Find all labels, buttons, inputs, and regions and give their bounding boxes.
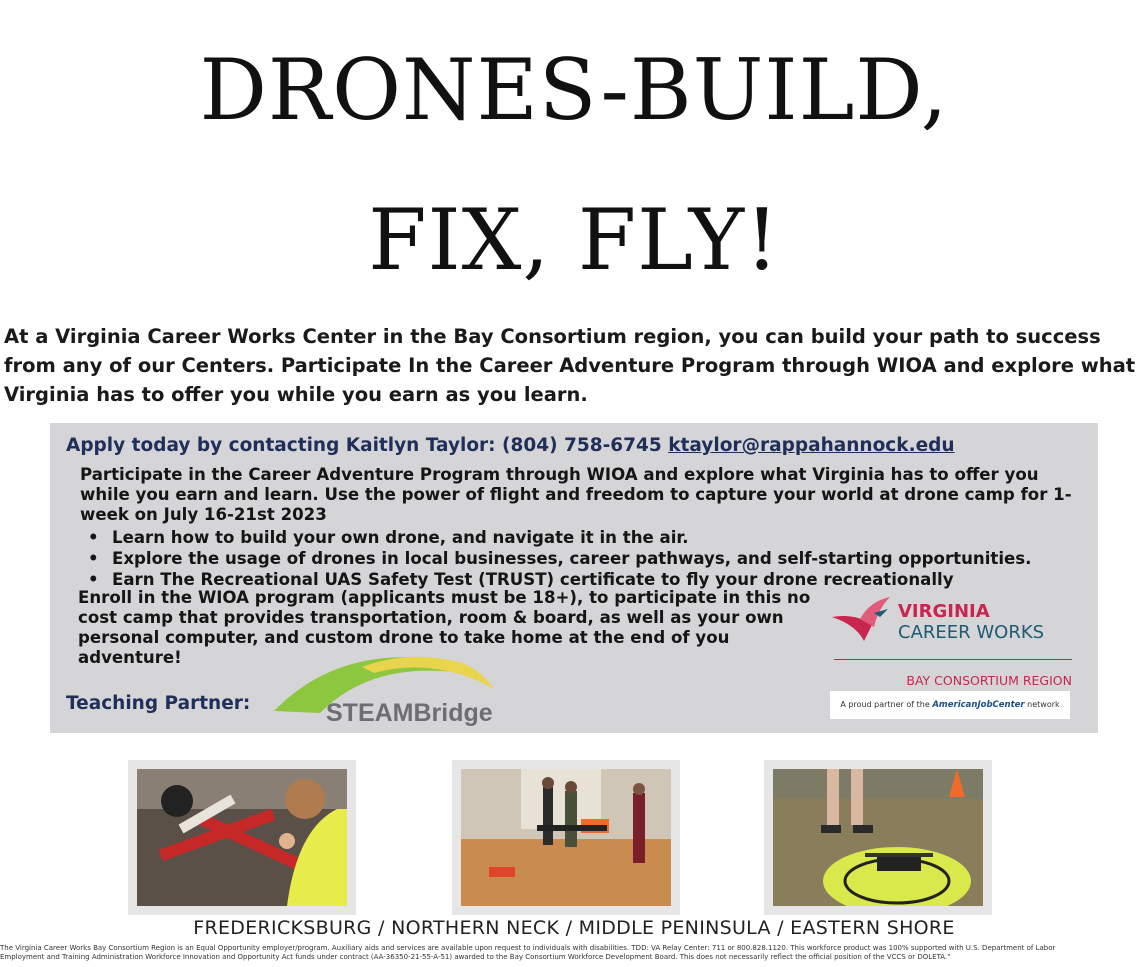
program-description: Participate in the Career Adventure Program through WIOA and explore what Virginia has to offer you while you earn and learn. Use the power of flight and freedom to capture your world at drone camp for 1-week on July 16-21st 2023 bbox=[80, 465, 1072, 524]
steambridge-logo bbox=[270, 649, 498, 729]
fine-print-line-1: The Virginia Career Works Bay Consortium Region is an Equal Opportunity employer/program. Auxiliary aids and services are available upon request to individuals with disabilities. TDD: VA Relay Center: 711 or 800.828.1120. This workforce product was 100% supported with U.S. Department of Labor bbox=[0, 944, 1056, 952]
fine-print bbox=[0, 944, 1148, 962]
logo-divider bbox=[834, 659, 1072, 660]
steambridge-logo-text: STEAMBridge bbox=[326, 699, 493, 727]
american-job-center-badge bbox=[830, 691, 1070, 719]
drone-landing-pad-photo-icon bbox=[773, 769, 983, 906]
intro-paragraph: At a Virginia Career Works Center in the Bay Consortium region, you can build your path to success from any of our Centers. Participate In the Career Adventure Program through WIOA and explore what Virginia has to offer you while you earn as you learn. bbox=[4, 325, 1136, 406]
bay-consortium-region-label: BAY CONSORTIUM REGION bbox=[906, 673, 1072, 688]
list-item: • Explore the usage of drones in local businesses, career pathways, and self-starting opportunities. bbox=[88, 548, 1031, 569]
ajc-suffix: network bbox=[1024, 700, 1060, 709]
flyer-title-line-2: FIX, FLY! bbox=[368, 191, 780, 289]
vcw-logo-line-1: VIRGINIA bbox=[898, 601, 990, 622]
drone-build-photo bbox=[128, 760, 356, 915]
benefits-list bbox=[88, 527, 1031, 590]
drone-build-photo-icon bbox=[137, 769, 347, 906]
apply-text: Apply today by contacting Kaitlyn Taylor: (804) 758-6745 bbox=[66, 435, 662, 456]
ajc-brand: AmericanJobCenter bbox=[932, 700, 1025, 710]
drone-landing-pad-photo bbox=[764, 760, 992, 915]
drone-indoor-flight-photo-icon bbox=[461, 769, 671, 906]
apply-line bbox=[66, 435, 955, 456]
list-item: • Earn The Recreational UAS Safety Test (TRUST) certificate to fly your drone recreationally bbox=[88, 569, 1031, 590]
drone-indoor-flight-photo bbox=[452, 760, 680, 915]
bird-icon bbox=[830, 595, 896, 643]
enroll-paragraph: Enroll in the WIOA program (applicants must be 18+), to participate in this no cost camp that provides transportation, room & board, as well as your own personal computer, and custom drone to take home at the end of you adventure! bbox=[78, 588, 811, 667]
info-box bbox=[50, 423, 1098, 733]
teaching-partner-label: Teaching Partner: bbox=[66, 693, 251, 714]
list-item: • Learn how to build your own drone, and navigate it in the air. bbox=[88, 527, 1031, 548]
fine-print-line-2: Employment and Training Administration Workforce Innovation and Opportunity Act funds under contract (AA-36350-21-55-A-51) awarded to the Bay Consortium Workforce Development Board. This does not necessarily reflect the official position of the VCCS or DOLETA." bbox=[0, 953, 951, 961]
regions-line: FREDERICKSBURG / NORTHERN NECK / MIDDLE PENINSULA / EASTERN SHORE bbox=[193, 917, 955, 939]
flyer-title-line-1: DRONES-BUILD, bbox=[199, 41, 949, 139]
vcw-logo-line-2: CAREER WORKS bbox=[898, 622, 1045, 643]
virginia-career-works-logo bbox=[830, 591, 1080, 726]
email-link[interactable]: ktaylor@rappahannock.edu bbox=[668, 435, 955, 456]
ajc-prefix: A proud partner of the bbox=[840, 700, 933, 709]
